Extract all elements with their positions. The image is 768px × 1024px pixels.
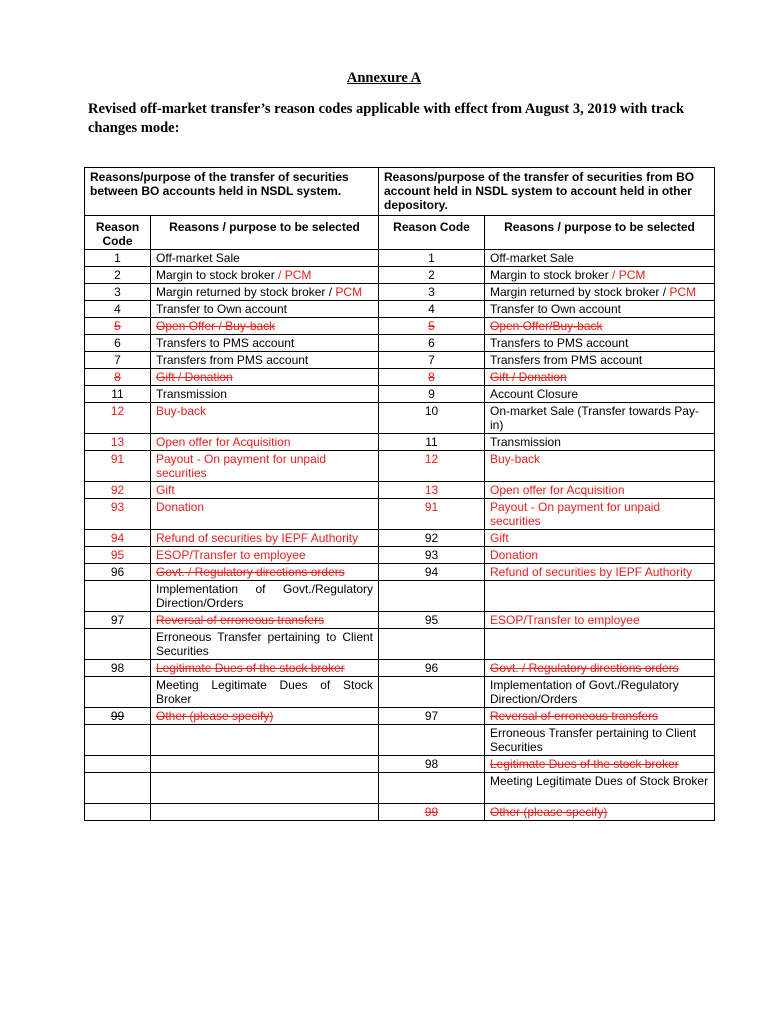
left-reason-cell: Implementation of Govt./Regulatory Direction/Orders [151,581,379,612]
table-row [85,581,715,612]
inserted-text: PCM [669,285,697,299]
right-reason-cell: On-market Sale (Transfer towards Pay-in) [485,403,715,434]
inserted-text: / PCM [608,268,646,282]
table-row [85,482,715,499]
left-code-cell [85,581,151,612]
right-reason-cell: Reversal of erroneous transfers [485,708,715,725]
right-reason-cell [485,284,715,301]
right-reason-cell: Gift / Donation [485,369,715,386]
left-reason-cell: Payout - On payment for unpaid securities [151,451,379,482]
left-code-cell: 99 [85,708,151,725]
left-code-cell: 2 [85,267,151,284]
left-reason-cell: Gift / Donation [151,369,379,386]
right-reason-cell: Account Closure [485,386,715,403]
right-code-cell: 8 [379,369,485,386]
reason-codes-table [84,167,715,821]
left-code-cell: 5 [85,318,151,335]
right-code-cell: 98 [379,756,485,773]
table-row [85,725,715,756]
table-row [85,267,715,284]
left-reason-cell: Transmission [151,386,379,403]
table-group-header-row [85,168,715,216]
inserted-text: PCM [335,285,363,299]
left-reason-cell: Refund of securities by IEPF Authority [151,530,379,547]
right-reason-cell: Legitimate Dues of the stock broker [485,756,715,773]
left-code-cell [85,804,151,821]
right-reason-cell [485,267,715,284]
table-row [85,564,715,581]
left-reason-cell: Transfers to PMS account [151,335,379,352]
right-reason-cell: Transmission [485,434,715,451]
left-reason-cell: Off-market Sale [151,250,379,267]
right-reason-cell: ESOP/Transfer to employee [485,612,715,629]
left-reason-cell: Govt. / Regulatory directions orders [151,564,379,581]
left-reason-cell: Transfer to Own account [151,301,379,318]
left-reason-cell: Open Offer / Buy-back [151,318,379,335]
left-reason-cell: Other (please specify) [151,708,379,725]
right-reason-cell: Open Offer/Buy-back [485,318,715,335]
right-code-cell: 6 [379,335,485,352]
right-code-cell: 12 [379,451,485,482]
inserted-text: / PCM [274,268,312,282]
left-code-cell: 98 [85,660,151,677]
left-reason-cell: Donation [151,499,379,530]
right-reason-cell: Meeting Legitimate Dues of Stock Broker [485,773,715,804]
right-reason-cell: Off-market Sale [485,250,715,267]
left-code-cell: 8 [85,369,151,386]
right-reason-cell [485,581,715,612]
right-code-cell: 95 [379,612,485,629]
right-reason-cell: Buy-back [485,451,715,482]
right-code-cell: 99 [379,804,485,821]
table-row [85,612,715,629]
left-code-cell: 7 [85,352,151,369]
right-code-cell: 96 [379,660,485,677]
right-code-cell [379,581,485,612]
left-reason-cell [151,773,379,804]
left-reason-cell [151,725,379,756]
left-code-cell: 3 [85,284,151,301]
left-code-cell: 94 [85,530,151,547]
left-group-header: Reasons/purpose of the transfer of securities between BO accounts held in NSDL system. [85,168,379,216]
right-code-cell: 9 [379,386,485,403]
table-row [85,335,715,352]
right-reason-cell: Payout - On payment for unpaid securities [485,499,715,530]
left-reason-header: Reasons / purpose to be selected [151,216,379,250]
document-subtitle: Revised off-market transfer’s reason codes applicable with effect from August 3, 2019 with track changes mode: [88,101,685,136]
table-row [85,403,715,434]
right-code-cell: 5 [379,318,485,335]
right-code-cell: 2 [379,267,485,284]
left-reason-cell: Transfers from PMS account [151,352,379,369]
left-code-cell [85,756,151,773]
left-code-cell: 93 [85,499,151,530]
left-code-cell: 97 [85,612,151,629]
left-code-cell: 13 [85,434,151,451]
left-code-cell: 11 [85,386,151,403]
table-row [85,677,715,708]
table-row [85,434,715,451]
left-code-cell [85,773,151,804]
left-code-cell: 4 [85,301,151,318]
left-reason-cell [151,804,379,821]
right-code-cell: 13 [379,482,485,499]
left-code-cell: 12 [85,403,151,434]
right-reason-cell: Donation [485,547,715,564]
right-reason-cell: Implementation of Govt./Regulatory Direction/Orders [485,677,715,708]
right-code-cell: 4 [379,301,485,318]
left-code-cell: 92 [85,482,151,499]
right-reason-cell: Gift [485,530,715,547]
right-reason-cell: Erroneous Transfer pertaining to Client Securities [485,725,715,756]
left-code-cell [85,629,151,660]
table-row [85,451,715,482]
reason-text: Margin to stock broker [490,268,609,282]
table-row [85,499,715,530]
table-row [85,804,715,821]
right-reason-cell: Transfers to PMS account [485,335,715,352]
right-code-cell [379,725,485,756]
right-code-cell: 97 [379,708,485,725]
right-code-cell: 92 [379,530,485,547]
reason-text: Margin returned by stock broker / [490,285,667,299]
table-row [85,284,715,301]
right-reason-cell: Transfer to Own account [485,301,715,318]
right-reason-header: Reasons / purpose to be selected [485,216,715,250]
left-code-cell: 91 [85,451,151,482]
table-row [85,250,715,267]
left-reason-cell: Reversal of erroneous transfers [151,612,379,629]
left-reason-cell [151,267,379,284]
left-reason-cell: Buy-back [151,403,379,434]
right-reason-code-header: Reason Code [379,216,485,250]
table-row [85,301,715,318]
left-reason-cell [151,756,379,773]
right-code-cell: 10 [379,403,485,434]
right-reason-cell [485,629,715,660]
right-reason-cell: Refund of securities by IEPF Authority [485,564,715,581]
left-code-cell [85,725,151,756]
left-code-cell [85,677,151,708]
table-row [85,530,715,547]
right-code-cell [379,629,485,660]
table-row [85,386,715,403]
right-code-cell: 1 [379,250,485,267]
left-code-cell: 6 [85,335,151,352]
right-code-cell: 3 [379,284,485,301]
table-row [85,318,715,335]
left-code-cell: 96 [85,564,151,581]
table-row [85,773,715,804]
left-reason-cell: Open offer for Acquisition [151,434,379,451]
reason-text: Margin returned by stock broker / [156,285,333,299]
left-code-cell: 1 [85,250,151,267]
table-row [85,629,715,660]
right-code-cell: 91 [379,499,485,530]
table-row [85,369,715,386]
left-code-cell: 95 [85,547,151,564]
left-reason-cell: Meeting Legitimate Dues of Stock Broker [151,677,379,708]
table-column-header-row [85,216,715,250]
table-row [85,547,715,564]
right-reason-cell: Other (please specify) [485,804,715,821]
right-code-cell: 11 [379,434,485,451]
table-row [85,660,715,677]
right-reason-cell: Transfers from PMS account [485,352,715,369]
left-reason-cell: ESOP/Transfer to employee [151,547,379,564]
right-code-cell: 94 [379,564,485,581]
table-row [85,756,715,773]
right-code-cell [379,773,485,804]
right-group-header: Reasons/purpose of the transfer of securities from BO account held in NSDL system to account held in other depository. [379,168,715,216]
right-reason-cell: Open offer for Acquisition [485,482,715,499]
right-code-cell: 7 [379,352,485,369]
right-code-cell: 93 [379,547,485,564]
reason-text: Margin to stock broker [156,268,275,282]
table-row [85,352,715,369]
document-title: Annexure A [346,70,422,86]
right-reason-cell: Govt. / Regulatory directions orders [485,660,715,677]
left-reason-code-header: Reason Code [85,216,151,250]
left-reason-cell [151,284,379,301]
left-reason-cell: Gift [151,482,379,499]
table-row [85,708,715,725]
right-code-cell [379,677,485,708]
left-reason-cell: Legitimate Dues of the stock broker [151,660,379,677]
left-reason-cell: Erroneous Transfer pertaining to Client Securities [151,629,379,660]
